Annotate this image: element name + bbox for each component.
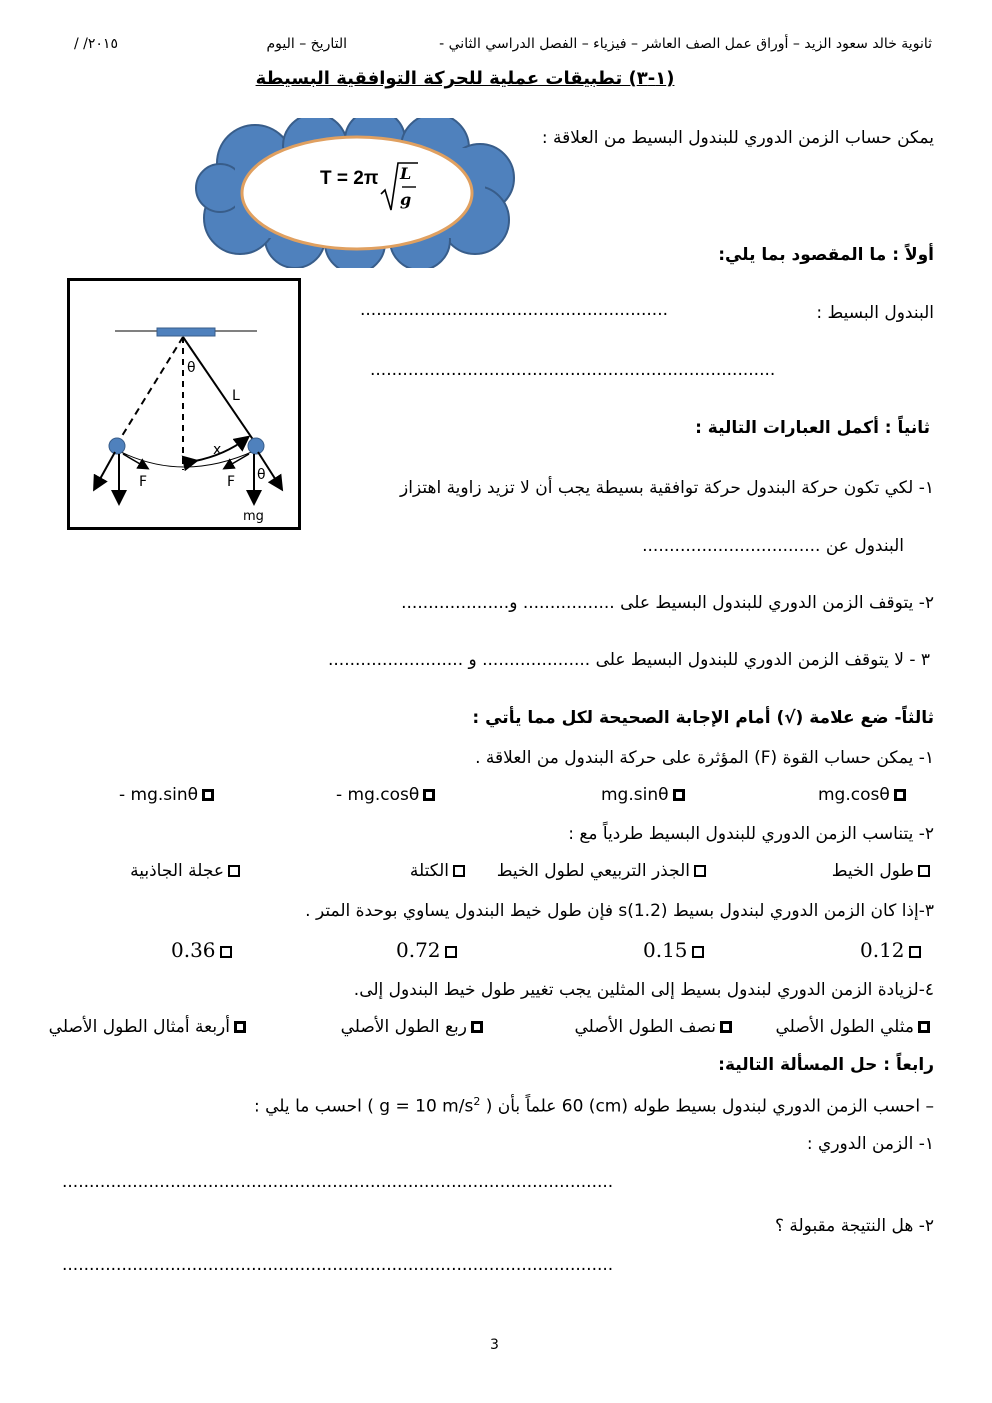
part2-heading: ثانياً : أكمل العبارات التالية : <box>695 418 930 438</box>
checkbox[interactable] <box>445 946 457 958</box>
problem-gravity-value: g = 10 m/s <box>379 1096 474 1117</box>
part3-q2: ٢- يتناسب الزمن الدوري للبندول البسيط طردياً مع : <box>568 824 934 844</box>
diagram-theta-top: θ <box>187 360 196 376</box>
q4-option-3-label: ربع الطول الأصلي <box>340 1017 467 1037</box>
q2-option-2-label: الجذر التربيعي لطول الخيط <box>496 861 690 881</box>
diagram-arc-label: x <box>213 442 222 458</box>
q1-option-1-label: mg.cosθ <box>818 785 890 805</box>
q3-option-1[interactable] <box>860 938 925 962</box>
diagram-length-label: L <box>232 388 240 404</box>
q4-option-3[interactable] <box>341 1017 487 1037</box>
pendulum-diagram <box>67 278 301 530</box>
q1-option-3-label: - mg.cosθ <box>336 785 420 805</box>
checkbox[interactable] <box>673 789 685 801</box>
formula-denominator: g <box>400 190 412 209</box>
checkbox[interactable] <box>471 1021 483 1033</box>
q2-option-4-label: عجلة الجاذبية <box>130 861 224 881</box>
formula <box>320 168 378 190</box>
problem-gravity-exponent: 2 <box>473 1095 481 1108</box>
q4-option-4[interactable] <box>49 1017 250 1037</box>
checkbox[interactable] <box>918 1021 930 1033</box>
header-school-line: ثانوية خالد سعود الزيد – أوراق عمل الصف العاشر – فيزياء – الفصل الدراسي الثاني - <box>439 36 932 52</box>
problem-text-b: ) احسب ما يلي : <box>254 1096 374 1117</box>
q1-option-3[interactable] <box>336 785 439 805</box>
q1-option-2[interactable] <box>601 785 689 805</box>
q3-option-3-label: 0.72 <box>396 938 441 962</box>
q2-option-2[interactable] <box>497 861 710 881</box>
diagram-force-left: F <box>139 474 148 490</box>
checkbox[interactable] <box>453 865 465 877</box>
q4-option-2-label: نصف الطول الأصلي <box>574 1017 716 1037</box>
part2-q1-line2[interactable]: البندول عن ................................. <box>642 536 904 556</box>
q3-option-4-label: 0.36 <box>171 938 216 962</box>
diagram-weight-label: mg <box>243 509 264 524</box>
part3-q4: ٤-لزيادة الزمن الدوري لبندول بسيط إلى المثلين يجب تغيير طول خيط البندول إلى. <box>353 980 934 1000</box>
checkbox[interactable] <box>694 865 706 877</box>
q2-option-3[interactable] <box>410 861 469 881</box>
diagram-theta-bob: θ <box>257 467 266 483</box>
part1-heading: أولاً : ما المقصود بما يلي: <box>718 245 934 265</box>
page-title: (١-٣) تطبيقات عملية للحركة التوافقية البسيطة <box>255 68 675 89</box>
checkbox[interactable] <box>228 865 240 877</box>
checkbox[interactable] <box>918 865 930 877</box>
q1-option-4-label: - mg.sinθ <box>119 785 199 805</box>
q2-option-3-label: الكتلة <box>409 861 449 881</box>
part3-q1: ١- يمكن حساب القوة (F) المؤثرة على حركة البندول من العلاقة . <box>475 748 934 768</box>
q4-option-2[interactable] <box>574 1017 736 1037</box>
formula-cloud <box>195 118 525 268</box>
problem-text-a: – احسب الزمن الدوري لبندول بسيط طوله (cm) 60 علماً بأن ( <box>485 1096 934 1117</box>
checkbox[interactable] <box>894 789 906 801</box>
page-number: 3 <box>490 1337 499 1353</box>
q2-option-1-label: طول الخيط <box>831 861 914 881</box>
part2-q2[interactable]: ٢- يتوقف الزمن الدوري للبندول البسيط على ................. و.................... <box>401 593 934 613</box>
checkbox[interactable] <box>692 946 704 958</box>
header-date-value: / /٢٠١٥ <box>74 36 118 52</box>
q3-option-2[interactable] <box>643 938 708 962</box>
checkbox[interactable] <box>720 1021 732 1033</box>
checkbox[interactable] <box>909 946 921 958</box>
q3-option-2-label: 0.15 <box>643 938 688 962</box>
part3-q3: ٣-إذا كان الزمن الدوري لبندول بسيط s(1.2) فإن طول خيط البندول يساوي بوحدة المتر . <box>305 901 934 921</box>
q1-option-2-label: mg.sinθ <box>601 785 669 805</box>
checkbox[interactable] <box>234 1021 246 1033</box>
header-date-label: التاريخ – اليوم <box>266 36 347 52</box>
checkbox[interactable] <box>423 789 435 801</box>
part4-problem <box>254 1095 934 1117</box>
formula-numerator: L <box>400 164 412 183</box>
part4-heading: رابعاً : حل المسألة التالية: <box>718 1055 934 1075</box>
formula-lhs: T = 2π <box>320 168 379 189</box>
part2-q3[interactable]: ٣ - لا يتوقف الزمن الدوري للبندول البسيط على .................... و ......................... <box>328 650 930 670</box>
q4-option-1-label: مثلي الطول الأصلي <box>775 1017 914 1037</box>
q4-option-1[interactable] <box>776 1017 934 1037</box>
checkbox[interactable] <box>202 789 214 801</box>
q2-option-4[interactable] <box>130 861 244 881</box>
part2-q1-line1: ١- لكي تكون حركة البندول حركة توافقية بسيطة يجب أن لا تزيد زاوية اهتزاز <box>400 478 934 498</box>
q4-option-4-label: أربعة أمثال الطول الأصلي <box>48 1017 230 1037</box>
q3-option-3[interactable] <box>396 938 461 962</box>
intro-text: يمكن حساب الزمن الدوري للبندول البسيط من العلاقة : <box>541 128 934 148</box>
q1-option-4[interactable] <box>119 785 218 805</box>
checkbox[interactable] <box>220 946 232 958</box>
diagram-force-right: F <box>227 474 236 490</box>
q3-option-4[interactable] <box>171 938 236 962</box>
part3-heading: ثالثاً- ضع علامة (√) أمام الإجابة الصحيحة لكل مما يأتي : <box>472 708 934 728</box>
problem-gravity <box>379 1095 480 1117</box>
part1-item: البندول البسيط : <box>816 303 934 323</box>
part4-answer-line-2[interactable]: ...................................................................................................... <box>62 1255 614 1275</box>
part1-answer-line-1[interactable]: ......................................................... <box>360 300 669 320</box>
part4-q1: ١- الزمن الدوري : <box>806 1134 934 1154</box>
q3-option-1-label: 0.12 <box>860 938 905 962</box>
part1-answer-line-2[interactable]: ........................................................................... <box>370 360 776 380</box>
q2-option-1[interactable] <box>832 861 934 881</box>
q1-option-1[interactable] <box>818 785 910 805</box>
part4-q2: ٢- هل النتيجة مقبولة ؟ <box>774 1216 934 1236</box>
part4-answer-line-1[interactable]: ...................................................................................................... <box>62 1172 614 1192</box>
